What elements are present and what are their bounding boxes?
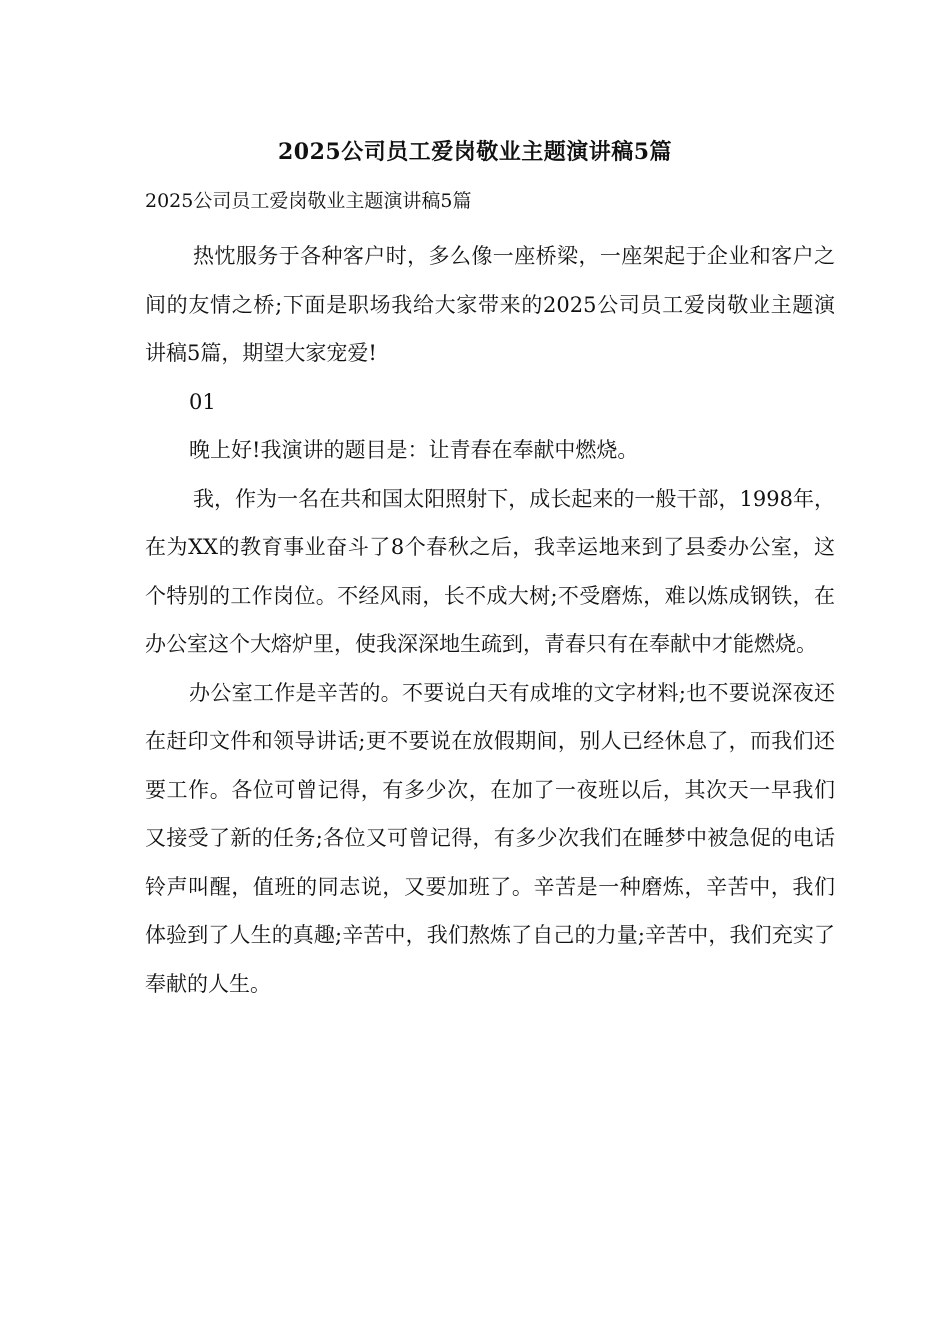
document-title: 2025公司员工爱岗敬业主题演讲稿5篇 <box>277 139 673 165</box>
section-number: 01 <box>189 389 216 414</box>
intro-paragraph: 热忱服务于各种客户时，多么像一座桥梁，一座架起于企业和客户之间的友情之桥;下面是职场我给大家带来的2025公司员工爱岗敬业主题演讲稿5篇，期望大家宠爱! <box>145 244 835 365</box>
document-subtitle: 2025公司员工爱岗敬业主题演讲稿5篇 <box>145 190 472 212</box>
document-body <box>145 232 835 1008</box>
body-paragraph: 我，作为一名在共和国太阳照射下，成长起来的一般干部，1998年，在为XX的教育事业奋斗了8个春秋之后，我幸运地来到了县委办公室，这个特别的工作岗位。不经风雨，长不成大树;不受磨炼，难以炼成钢铁，在办公室这个大熔炉里，使我深深地生疏到，青春只有在奉献中才能燃烧。 <box>145 486 835 656</box>
body-paragraph: 办公室工作是辛苦的。不要说白天有成堆的文字材料;也不要说深夜还在赶印文件和领导讲话;更不要说在放假期间，别人已经休息了，而我们还要工作。各位可曾记得，有多少次，在加了一夜班以后，其次天一早我们又接受了新的任务;各位又可曾记得，有多少次我们在睡梦中被急促的电话铃声叫醒，值班的同志说，又要加班了。辛苦是一种磨炼，辛苦中，我们体验到了人生的真趣;辛苦中，我们熬炼了自己的力量;辛苦中，我们充实了奉献的人生。 <box>145 680 835 996</box>
greeting-paragraph: 晚上好!我演讲的题目是：让青春在奉献中燃烧。 <box>189 438 639 462</box>
